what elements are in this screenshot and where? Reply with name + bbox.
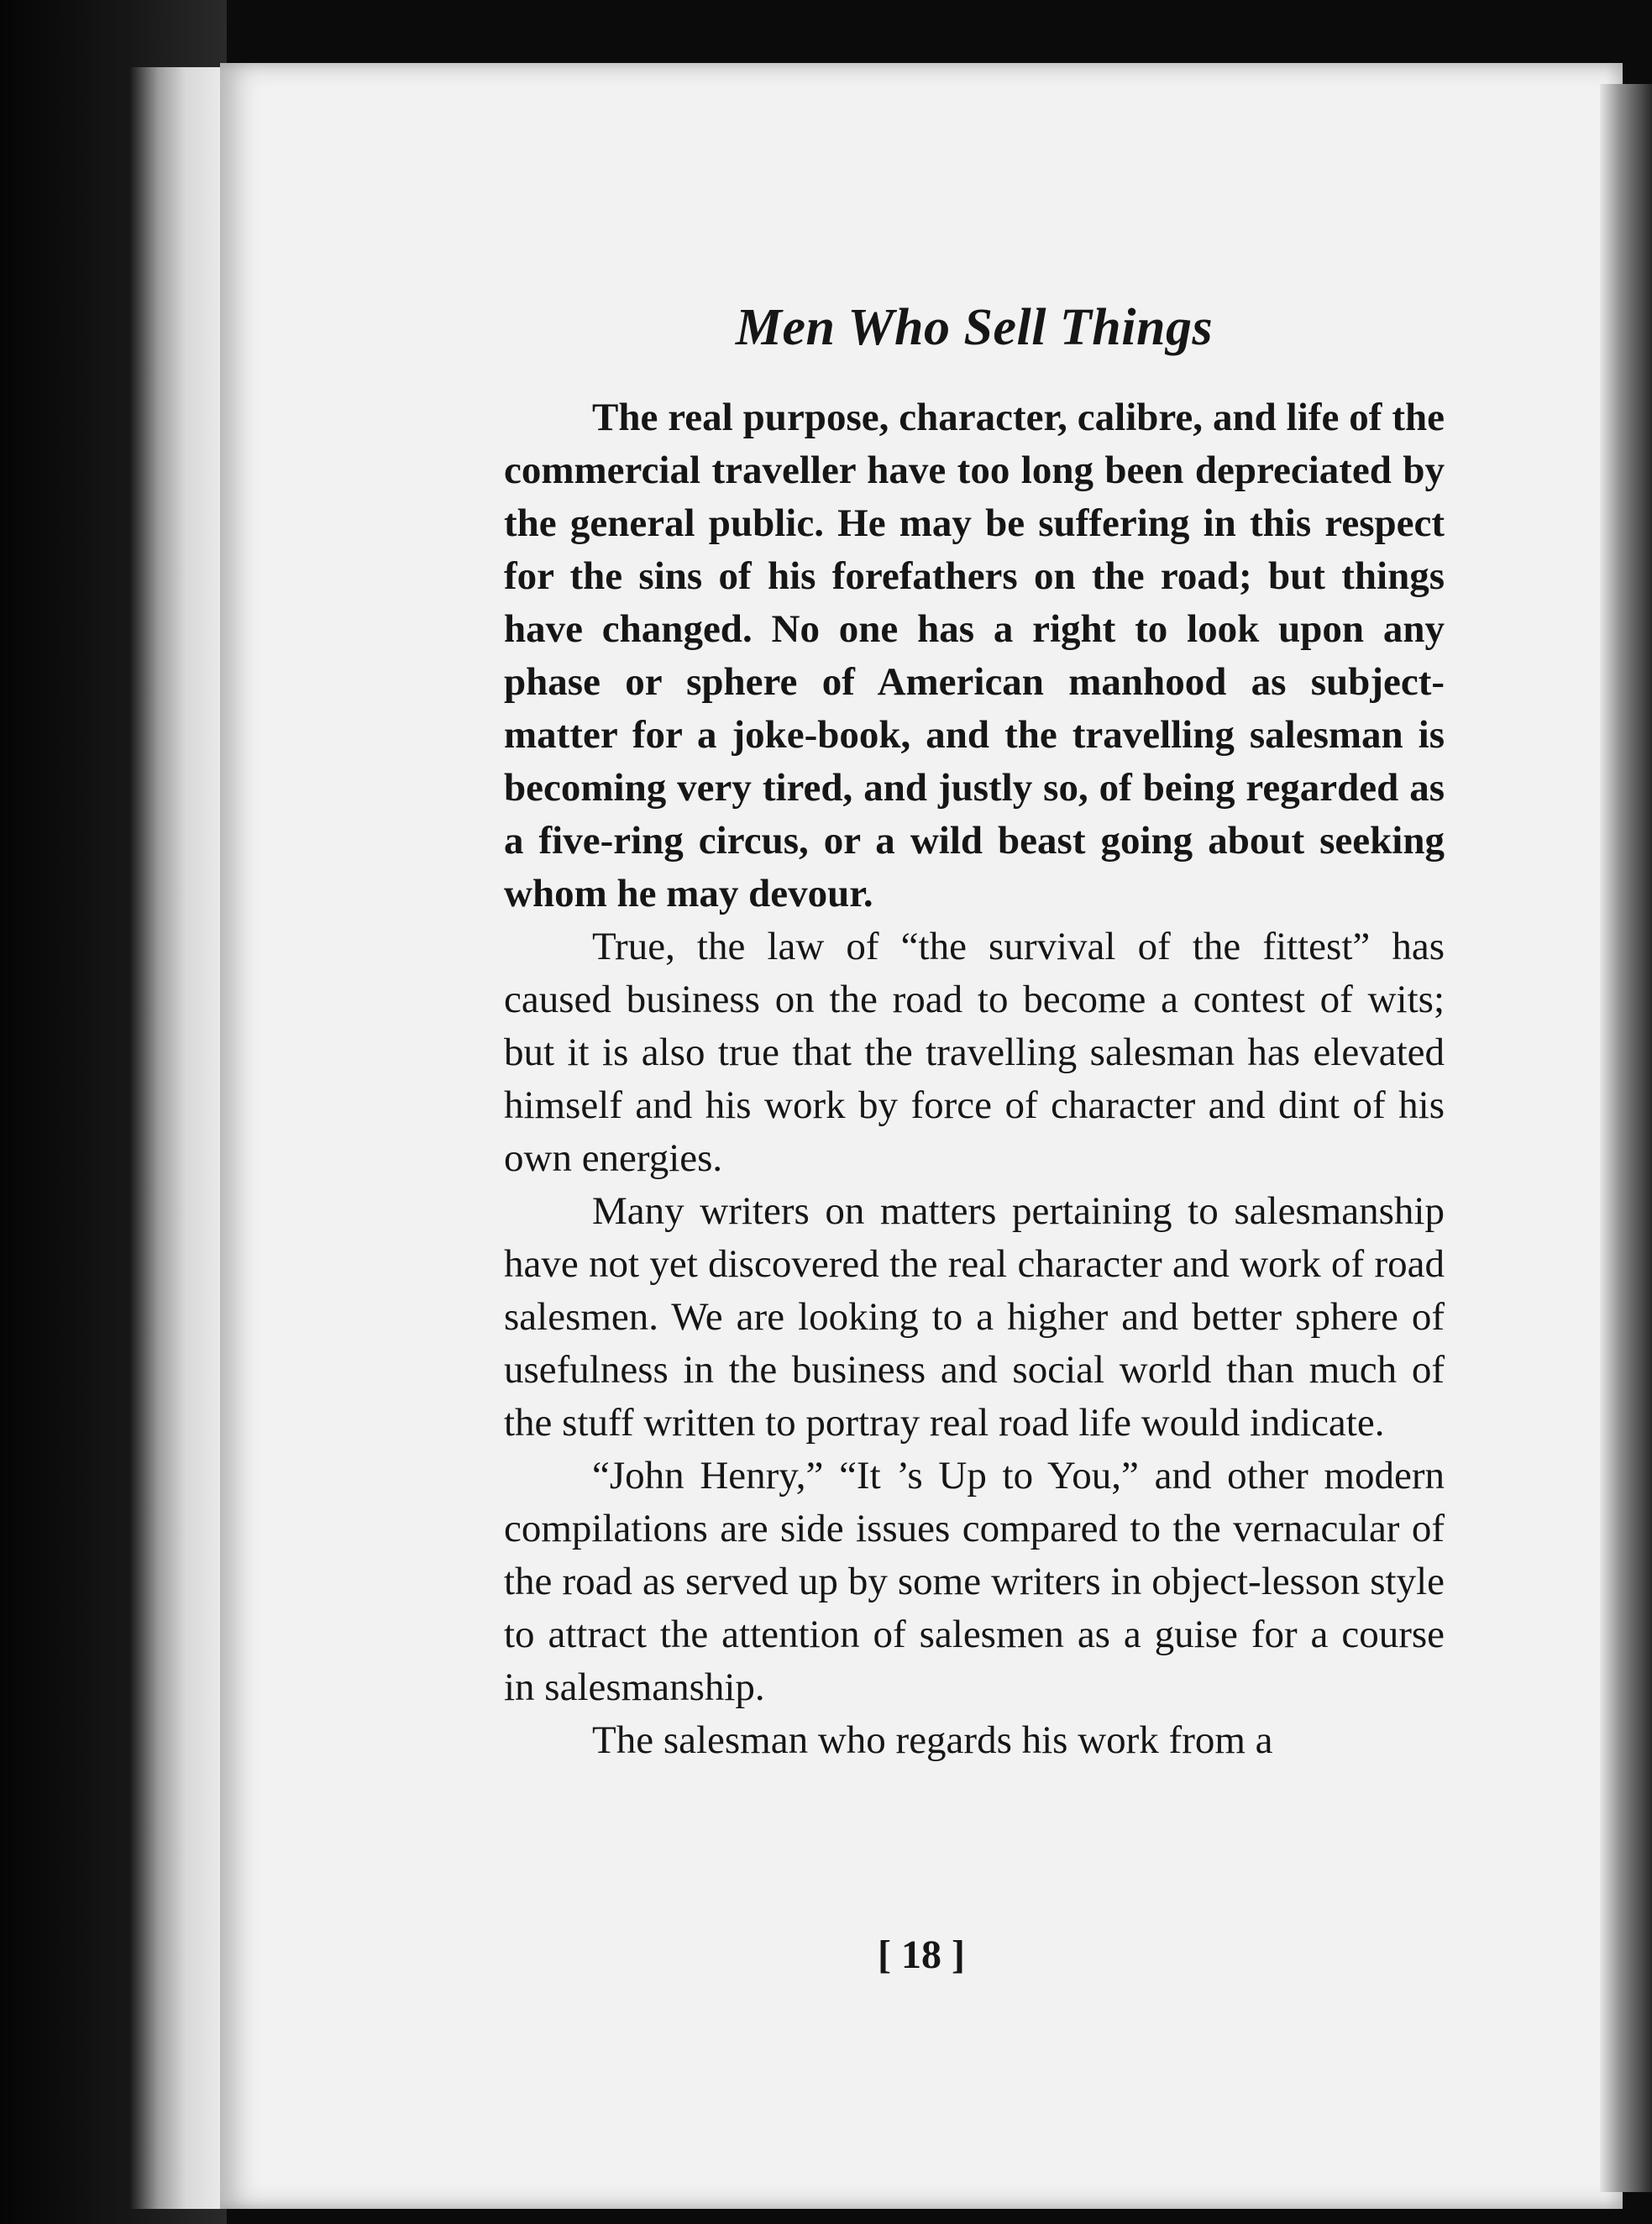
paragraph: Many writers on matters pertaining to salesmanship have not yet discovered the real character and work of road salesmen. We are looking to a higher and better sphere of usefulness in the business and social world than much of the stuff written to portray real road life would indicate. (504, 1189, 1445, 1445)
page-edge-shadow (1600, 84, 1652, 2192)
page-number: [ 18 ] (878, 1933, 965, 1977)
paragraph: The salesman who regards his work from a (592, 1718, 1273, 1762)
page-gutter-shadow (130, 67, 223, 2209)
paragraph: True, the law of “the survival of the fittest” has caused business on the road to become a contest of wits; but it is also true that the travelling salesman has elevated himself and his work by force of character and dint of his own energies. (504, 925, 1445, 1180)
paragraph: “John Henry,” “It ’s Up to You,” and other modern compilations are side issues compared to the vernacular of the road as served up by some writers in object-lesson style to attract the attention of salesmen as a guise for a course in salesmanship. (504, 1454, 1445, 1709)
page-text-block (504, 298, 1445, 1767)
running-head: Men Who Sell Things (735, 299, 1214, 356)
paragraph: The real purpose, character, calibre, and life of the commercial traveller have too long been depreciated by the general public. He may be suffering in this respect for the sins of his forefathers on the road; but things have changed. No one has a right to look upon any phase or sphere of American manhood as subject-matter for a joke-book, and the travelling salesman is becoming very tired, and justly so, of being regarded as a five-ring circus, or a wild beast going about seeking whom he may devour. (504, 396, 1445, 915)
